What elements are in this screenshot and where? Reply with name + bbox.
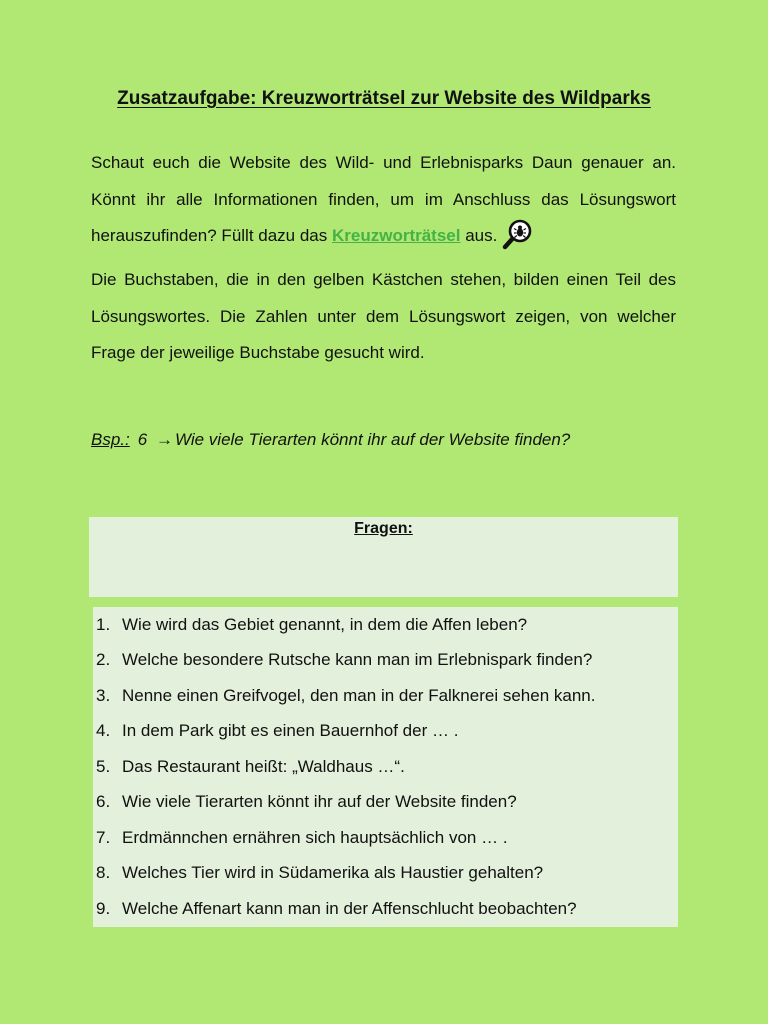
question-item xyxy=(93,856,678,892)
question-text: Wie viele Tierarten könnt ihr auf der Website finden? xyxy=(122,792,517,812)
question-item xyxy=(93,643,678,679)
questions-box xyxy=(93,607,678,927)
question-number: 8. xyxy=(96,863,111,883)
example-label: Bsp.: xyxy=(91,430,130,449)
question-text: Welche Affenart kann man in der Affenschlucht beobachten? xyxy=(122,898,577,918)
question-text: Erdmännchen ernähren sich hauptsächlich von … . xyxy=(122,827,508,847)
question-number: 4. xyxy=(96,721,111,741)
question-item xyxy=(93,785,678,821)
question-number: 1. xyxy=(96,614,111,634)
question-item xyxy=(93,678,678,714)
example-line xyxy=(91,430,570,450)
question-text: Welche besondere Rutsche kann man im Erlebnispark finden? xyxy=(122,650,593,670)
question-number: 6. xyxy=(96,792,111,812)
intro-text-end: aus. xyxy=(460,226,498,245)
question-number: 5. xyxy=(96,756,111,776)
example-question: Wie viele Tierarten könnt ihr auf der Website finden? xyxy=(174,430,571,449)
intro-text: Schaut euch die Website des Wild- und Erlebnisparks Daun genauer an. Könnt ihr alle Informationen finden, um im Anschluss das Lösungswort herauszufinden? Füllt dazu das xyxy=(91,153,676,245)
intro-paragraph xyxy=(91,145,676,255)
question-text: Welches Tier wird in Südamerika als Haustier gehalten? xyxy=(122,863,544,883)
question-number: 9. xyxy=(96,898,111,918)
magnifier-bug-icon[interactable] xyxy=(501,218,533,250)
question-text: Das Restaurant heißt: „Waldhaus …“. xyxy=(122,756,405,776)
question-item xyxy=(93,820,678,856)
instructions-paragraph: Die Buchstaben, die in den gelben Kästchen stehen, bilden einen Teil des Lösungswortes. Die Zahlen unter dem Lösungswort zeigen, von welcher Frage der jeweilige Buchstabe gesucht wird. xyxy=(91,270,676,362)
question-item xyxy=(93,749,678,785)
questions-list xyxy=(93,607,678,927)
question-item xyxy=(93,891,678,927)
example-number: 6 xyxy=(137,430,148,449)
question-item xyxy=(93,607,678,643)
questions-heading: Fragen: xyxy=(354,520,413,537)
questions-header-box xyxy=(89,517,678,597)
question-text: In dem Park gibt es einen Bauernhof der … . xyxy=(122,721,459,741)
crossword-link[interactable]: Kreuzworträtsel xyxy=(332,226,461,245)
question-text: Wie wird das Gebiet genannt, in dem die Affen leben? xyxy=(122,614,528,634)
question-number: 7. xyxy=(96,827,111,847)
question-text: Nenne einen Greifvogel, den man in der Falknerei sehen kann. xyxy=(122,685,596,705)
question-number: 2. xyxy=(96,650,111,670)
arrow-right-icon: → xyxy=(155,430,173,449)
question-number: 3. xyxy=(96,685,111,705)
page-title: Zusatzaufgabe: Kreuzworträtsel zur Website des Wildparks xyxy=(117,88,651,109)
question-item xyxy=(93,714,678,750)
